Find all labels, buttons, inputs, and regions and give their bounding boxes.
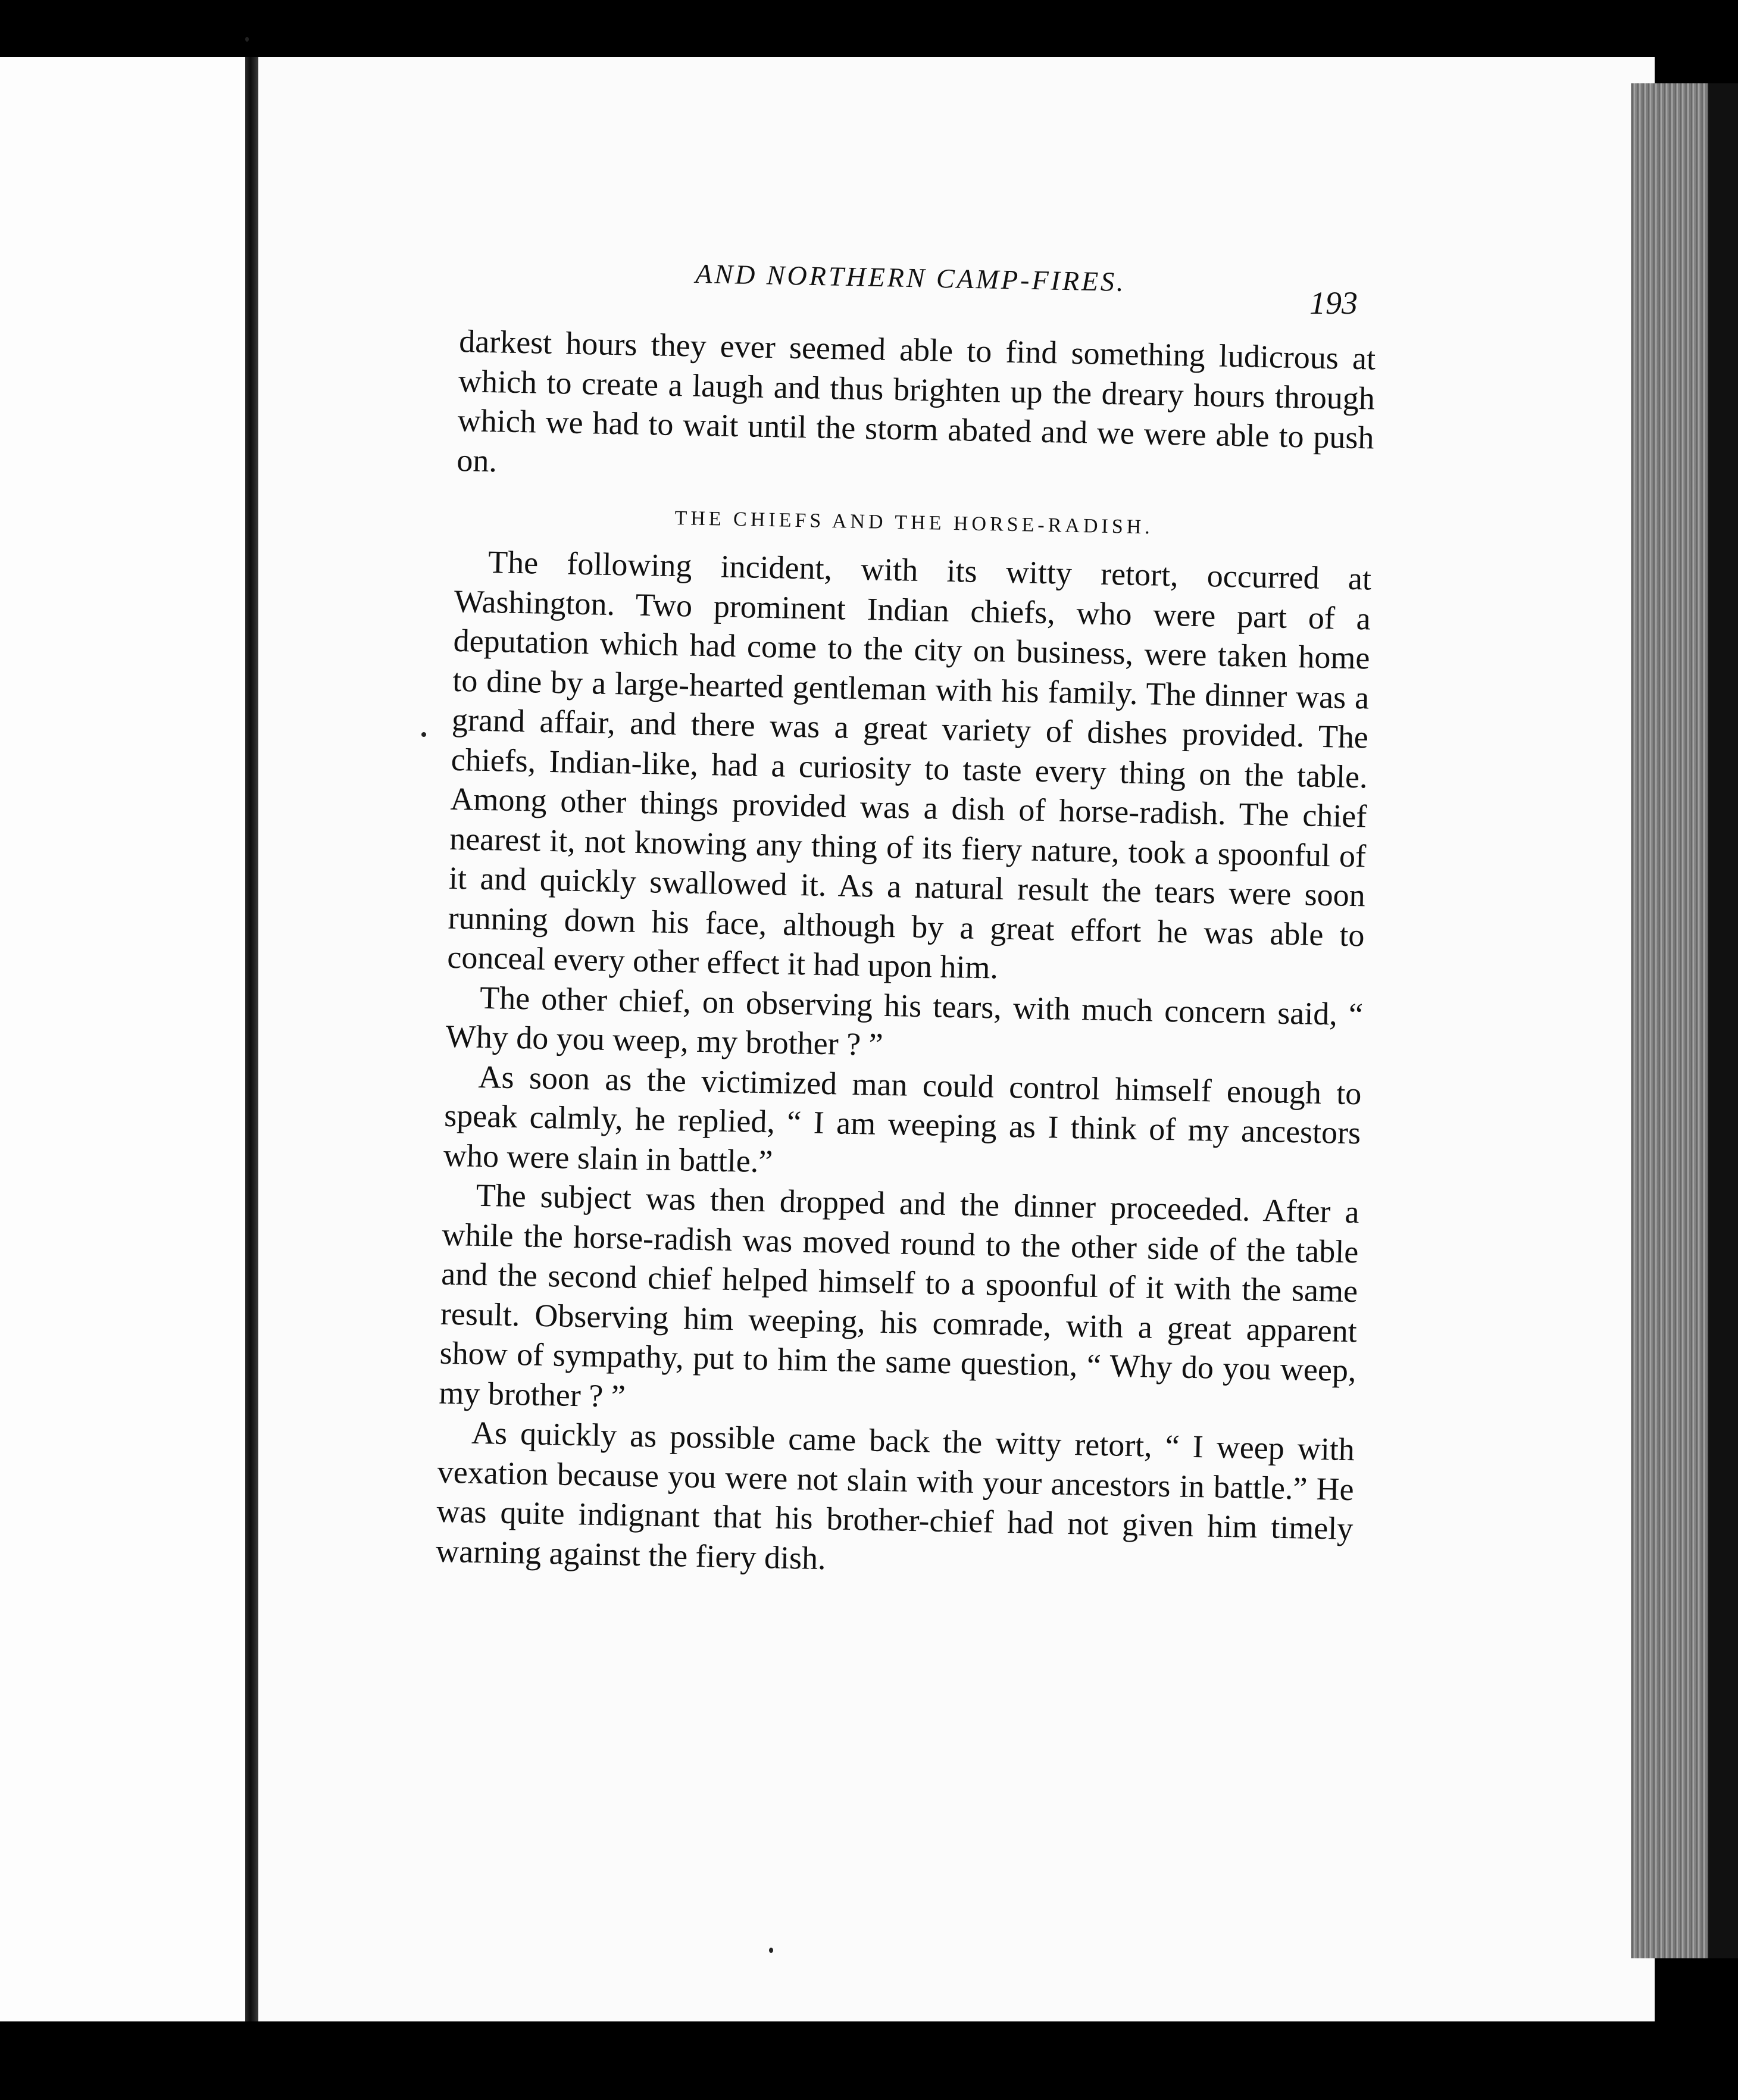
left-page-blank [0, 57, 262, 2021]
running-head: AND NORTHERN CAMP-FIRES. [695, 258, 1127, 297]
paragraph: The other chief, on observing his tears, with much concern said, “ Why do you weep, my brother ? ” [445, 979, 1364, 1062]
paragraph: As quickly as possible came back the witty retort, “ I weep with vexation because you were not slain with your ancestors in battle.” He was quite indignant that his brother-chief had not given him timely warning against the fiery dish. [435, 1414, 1355, 1576]
page-number: 193 [1309, 285, 1358, 321]
scan-speck [421, 732, 426, 737]
paragraph: The following incident, with its witty retort, occurred at Washington. Two prominent Indian chiefs, who were part of a deputation which had come to the city on business, were taken home to dine by a large-hearted gentleman with his family. The dinner was a grand affair, and there was a great variety of dishes provided. The chiefs, Indian-like, had a curiosity to taste every thing on the table. Among other things provided was a dish of horse-radish. The chief nearest it, not knowing any thing of its fiery nature, took a spoonful of it and quickly swallowed it. As a natural result the tears were soon running down his face, although by a great effort he was able to conceal every other effect it had upon him. [446, 544, 1372, 986]
paragraph: The subject was then dropped and the dinner proceeded. After a while the horse-radish was moved round to the other side of the table and the second chief helped himself to a spoonful of it with the same result. Observing him weeping, his comrade, with a great apparent show of sympathy, put to him the same question, “ Why do you weep, my brother ? ” [438, 1177, 1360, 1414]
scan-speck [769, 1948, 773, 1953]
page-edges-shadow [1708, 83, 1738, 1958]
paragraph-continuation: darkest hours they ever seemed able to find something ludicrous at which to create a laugh and thus brighten up the dreary hours through which we had to wait until the storm abated and we were able to push on. [456, 323, 1376, 479]
paragraph: As soon as the victimized man could control himself enough to speak calmly, he replied, “ I am weeping as I think of my ancestors who were slain in battle.” [443, 1058, 1362, 1179]
book-gutter [245, 57, 258, 2021]
scan-speck [245, 37, 249, 42]
body-text [436, 321, 1376, 1588]
section-heading: THE CHIEFS AND THE HORSE-RADISH. [674, 507, 1154, 539]
page-edges [1631, 83, 1708, 1958]
